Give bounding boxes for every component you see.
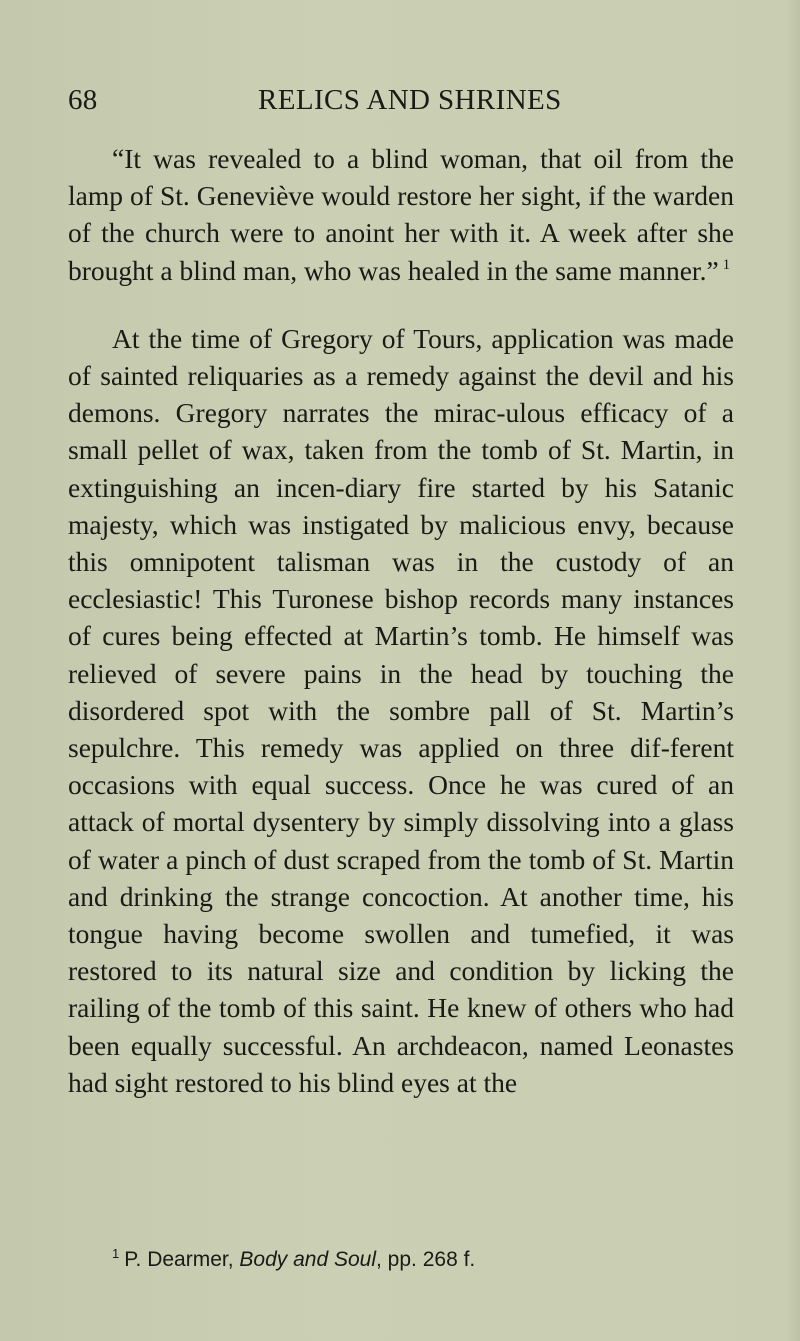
body-text [68, 140, 734, 1101]
running-head: RELICS AND SHRINES [258, 84, 562, 116]
page-header [68, 80, 734, 120]
paragraph-text: “It was revealed to a blind woman, that oil from the lamp of St. Geneviève would restore her sight, if the warden of the church were to anoint her with it. A week after she brought a blind man, who was healed in the same manner.” [68, 143, 734, 286]
paragraph [68, 140, 734, 289]
footnote-number: 1 [112, 1246, 120, 1261]
footnote-title: Body and Soul [239, 1248, 377, 1271]
footnote-marker: 1 [722, 257, 731, 274]
paragraph-text: At the time of Gregory of Tours, application was made of sainted reliquaries as a remedy against the devil and his demons. Gregory narrates the mirac-ulous efficacy of a small pellet of wax, taken from the tomb of St. Martin, in extinguishing an incen-diary fire started by his Satanic majesty, which was instigated by malicious envy, because this omnipotent talisman was in the custody of an ecclesiastic! This Turonese bishop records many instances of cures being effected at Martin’s tomb. He himself was relieved of severe pains in the head by touching the disordered spot with the sombre pall of St. Martin’s sepulchre. This remedy was applied on three dif-ferent occasions with equal success. Once he was cured of an attack of mortal dysentery by simply dissolving into a glass of water a pinch of dust scraped from the tomb of St. Martin and drinking the strange concoction. At another time, his tongue having become swollen and tumefied, it was restored to its natural size and condition by licking the railing of the tomb of this saint. He knew of others who had been equally successful. An archdeacon, named Leonastes had sight restored to his blind eyes at the [68, 322, 734, 1098]
paragraph [68, 320, 734, 1101]
footnote [112, 1245, 732, 1275]
footnote-author: P. Dearmer, [124, 1248, 240, 1271]
footnote-rest: , pp. 268 f. [376, 1248, 476, 1271]
page-edge-shadow [786, 0, 800, 1341]
page-number: 68 [68, 84, 98, 116]
